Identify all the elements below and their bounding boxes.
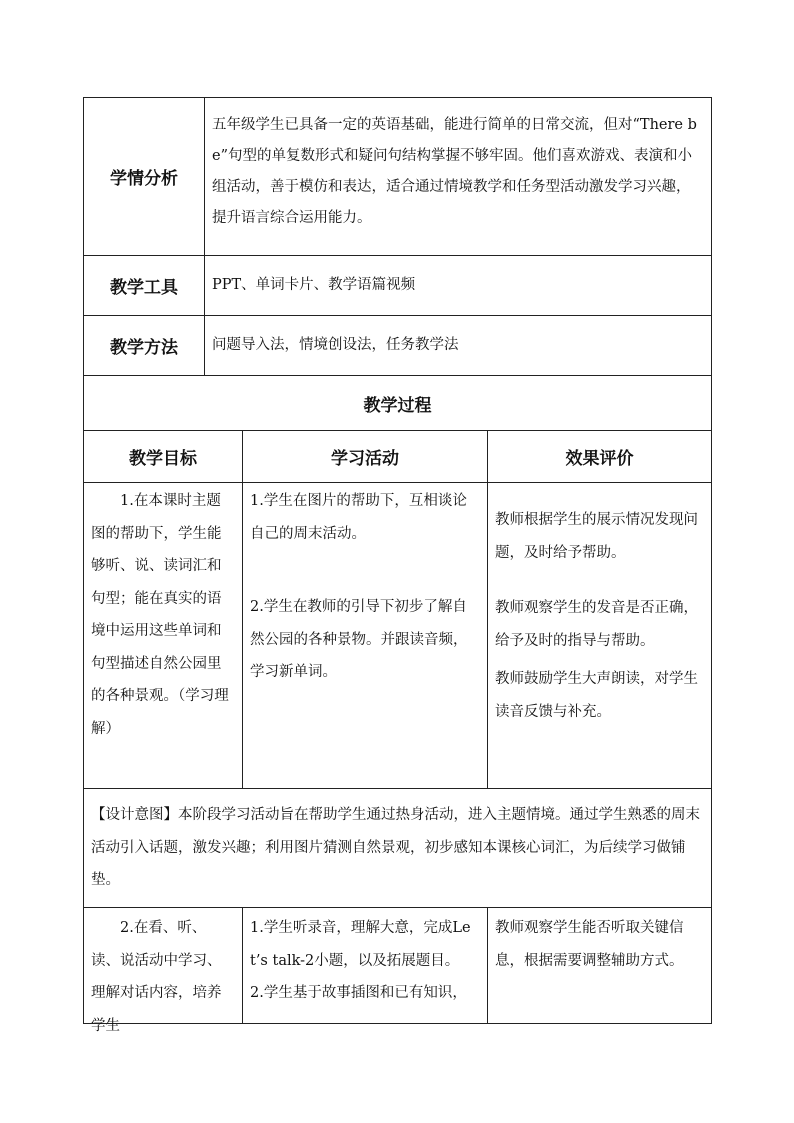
stage1-goal: 1.在本课时主题图的帮助下，学生能够听、说、读词汇和句型；能在真实的语境中运用这些单词和句型描述自然公园里的各种景观。（学习理解） <box>91 493 229 737</box>
stage1-evaluation-3: 教师鼓励学生大声朗读，对学生读音反馈与补充。 <box>495 671 698 720</box>
header-evaluation: 效果评价 <box>487 430 712 483</box>
stage1-design-intent: 【设计意图】本阶段学习活动旨在帮助学生通过热身活动，进入主题情境。通过学生熟悉的周末活动引入话题，激发兴趣；利用图片猜测自然景观，初步感知本课核心词汇，为后续学习做铺垫。 <box>83 788 712 908</box>
stage2-evaluation-cell <box>487 907 712 1024</box>
stage2-activity-cell <box>242 907 488 1024</box>
stage2-evaluation: 教师观察学生能否听取关键信息，根据需要调整辅助方式。 <box>495 920 684 969</box>
tools-label: 教学工具 <box>83 255 205 316</box>
stage1-goal-cell <box>83 482 243 789</box>
stage1-activity-cell <box>242 482 488 789</box>
stage2-activity-1: 1.学生听录音，理解大意，完成Let’s talk-2小题，以及拓展题目。 <box>250 920 471 969</box>
methods-label: 教学方法 <box>83 315 205 376</box>
lesson-plan-table <box>83 97 712 1034</box>
analysis-label: 学情分析 <box>83 97 205 256</box>
tools-text: PPT、单词卡片、教学语篇视频 <box>204 255 712 316</box>
methods-text: 问题导入法，情境创设法，任务教学法 <box>204 315 712 376</box>
header-goal: 教学目标 <box>83 430 243 483</box>
stage2-goal: 2.在看、听、读、说活动中学习、理解对话内容，培养学生 <box>91 920 222 1034</box>
stage1-evaluation-cell <box>487 482 712 789</box>
stage1-activity-1: 1.学生在图片的帮助下，互相谈论自己的周末活动。 <box>250 493 467 542</box>
stage2-goal-cell <box>83 907 243 1034</box>
stage2-activity-2: 2.学生基于故事插图和已有知识， <box>250 985 467 1001</box>
process-title: 教学过程 <box>83 375 712 431</box>
stage1-evaluation-1: 教师根据学生的展示情况发现问题，及时给予帮助。 <box>495 512 698 561</box>
stage1-activity-2: 2.学生在教师的引导下初步了解自然公园的各种景物。并跟读音频，学习新单词。 <box>250 599 468 680</box>
analysis-text: 五年级学生已具备一定的英语基础，能进行简单的日常交流，但对“There be”句型的单复数形式和疑问句结构掌握不够牢固。他们喜欢游戏、表演和小组活动，善于模仿和表达，适合通过情境教学和任务型活动激发学习兴趣，提升语言综合运用能力。 <box>204 97 712 256</box>
header-activity: 学习活动 <box>242 430 488 483</box>
stage1-evaluation-2: 教师观察学生的发音是否正确，给予及时的指导与帮助。 <box>495 600 698 649</box>
